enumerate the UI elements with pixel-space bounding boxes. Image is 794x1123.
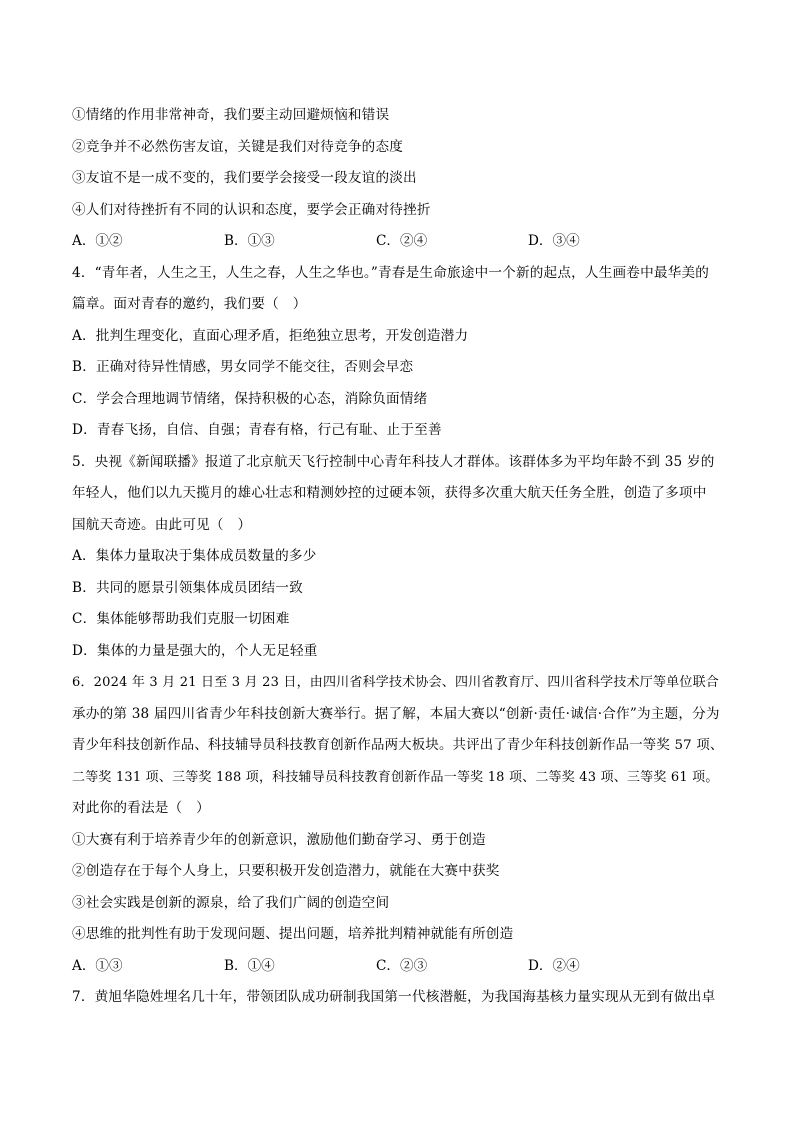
q6-statement-1: ①大赛有利于培养青少年的创新意识，激励他们勤奋学习、勇于创造 xyxy=(72,831,486,848)
page-content xyxy=(72,100,726,1014)
q3-options xyxy=(72,226,726,258)
q5-option-b: B．共同的愿景引领集体成员团结一致 xyxy=(72,579,303,596)
q6-option-c: C．②③ xyxy=(376,957,428,974)
q4-option-c: C．学会合理地调节情绪，保持积极的心态，消除负面情绪 xyxy=(72,390,428,407)
q5-stem-line-3: 国航天奇迹。由此可见（ ） xyxy=(72,516,252,533)
question-7 xyxy=(72,982,726,1014)
q3-statement-2: ②竞争并不必然伤害友谊，关键是我们对待竞争的态度 xyxy=(72,138,404,155)
q7-stem-line-1: 7．黄旭华隐姓埋名几十年，带领团队成功研制我国第一代核潜艇，为我国海基核力量实现从无到有做出卓 xyxy=(72,989,716,1005)
q3-statement-3: ③友谊不是一成不变的，我们要学会接受一段友谊的淡出 xyxy=(72,170,417,186)
q6-statement-3: ③社会实践是创新的源泉，给了我们广阔的创造空间 xyxy=(72,894,390,911)
q6-option-d: D．②④ xyxy=(528,957,580,974)
q4-option-b: B．正确对待异性情感，男女同学不能交往，否则会早恋 xyxy=(72,359,414,375)
q6-statement-4: ④思维的批判性有助于发现问题、提出问题，培养批判精神就能有所创造 xyxy=(72,926,514,942)
q5-option-d: D．集体的力量是强大的，个人无足轻重 xyxy=(72,642,318,659)
q3-option-d: D．③④ xyxy=(528,233,580,249)
q6-stem-line-2: 承办的第 38 届四川省青少年科技创新大赛举行。据了解，本届大赛以“创新·责任·诚信·合作”为主题，分为 xyxy=(72,705,720,722)
q3-option-b: B．①③ xyxy=(224,233,275,249)
q3-statement-1: ①情绪的作用非常神奇，我们要主动回避烦恼和错误 xyxy=(72,107,390,123)
q3-option-c: C．②④ xyxy=(376,233,428,249)
question-3 xyxy=(72,100,726,258)
question-5 xyxy=(72,447,726,668)
q5-stem-line-1: 5．央视《新闻联播》报道了北京航天飞行控制中心青年科技人才群体。该群体多为平均年龄不到 35 岁的 xyxy=(72,453,715,470)
q6-stem-line-5: 对此你的看法是（ ） xyxy=(72,800,210,816)
q4-option-d: D．青春飞扬，自信、自强；青春有格，行己有耻、止于至善 xyxy=(72,422,442,438)
q6-stem-line-1: 6．2024 年 3 月 21 日至 3 月 23 日，由四川省科学技术协会、四川省教育厅、四川省科学技术厅等单位联合 xyxy=(72,675,719,690)
question-6 xyxy=(72,667,726,982)
q5-option-a: A．集体力量取决于集体成员数量的多少 xyxy=(72,548,317,564)
q4-stem-line-2: 篇章。面对青春的邀约，我们要（ ） xyxy=(72,296,307,312)
q4-option-a: A．批判生理变化，直面心理矛盾，拒绝独立思考，开发创造潜力 xyxy=(72,327,469,344)
q4-stem-line-1: 4．“青年者，人生之王，人生之春，人生之华也。”青春是生命旅途中一个新的起点，人生画卷中最华美的 xyxy=(72,264,710,281)
q6-options xyxy=(72,951,726,983)
question-4 xyxy=(72,258,726,447)
q6-option-b: B．①④ xyxy=(224,957,275,974)
q5-option-c: C．集体能够帮助我们克服一切困难 xyxy=(72,611,290,627)
q6-statement-2: ②创造存在于每个人身上，只要积极开发创造潜力，就能在大赛中获奖 xyxy=(72,863,500,879)
q6-stem-line-3: 青少年科技创新作品、科技辅导员科技教育创新作品两大板块。共评出了青少年科技创新作品一等奖 57 项、 xyxy=(72,738,724,753)
q5-stem-line-2: 年轻人，他们以九天揽月的雄心壮志和精测妙控的过硬本领，获得多次重大航天任务全胜，创造了多项中 xyxy=(72,485,707,501)
q6-option-a: A．①③ xyxy=(72,957,123,974)
q3-statement-4: ④人们对待挫折有不同的认识和态度，要学会正确对待挫折 xyxy=(72,201,431,218)
q6-stem-line-4: 二等奖 131 项、三等奖 188 项，科技辅导员科技教育创新作品一等奖 18 项、二等奖 43 项、三等奖 61 项。 xyxy=(72,769,719,785)
q3-option-a: A．①② xyxy=(72,233,123,249)
